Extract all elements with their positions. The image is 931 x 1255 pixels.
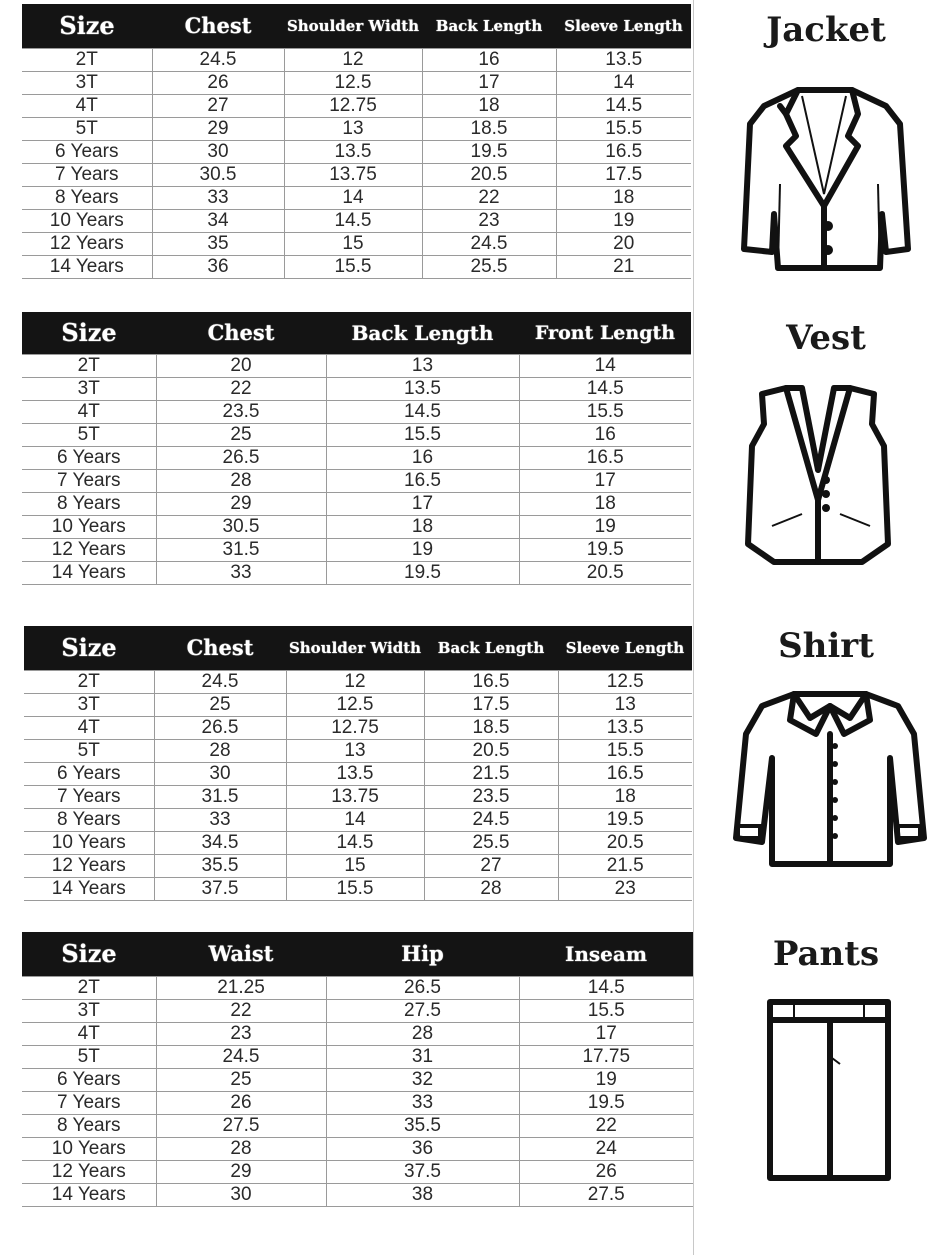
chest-cell: 35 [152, 232, 284, 255]
shoulder-width-cell: 13 [284, 117, 422, 140]
size-cell: 14 Years [22, 255, 152, 278]
jacket-title: Jacket [766, 10, 886, 50]
size-cell: 8 Years [24, 808, 154, 831]
header-chest: Chest [154, 626, 286, 670]
inseam-cell: 19 [519, 1068, 693, 1091]
sleeve-length-cell: 18 [558, 785, 692, 808]
table-header-row [22, 4, 691, 48]
back-length-cell: 16 [326, 446, 519, 469]
back-length-cell: 28 [424, 877, 558, 900]
size-cell: 2T [24, 670, 154, 693]
hip-cell: 33 [326, 1091, 519, 1114]
table-row [22, 1183, 693, 1206]
chest-cell: 30 [154, 762, 286, 785]
waist-cell: 21.25 [156, 976, 326, 999]
sleeve-length-cell: 16.5 [556, 140, 691, 163]
size-cell: 2T [22, 976, 156, 999]
shoulder-width-cell: 13.75 [286, 785, 424, 808]
size-cell: 12 Years [22, 1160, 156, 1183]
back-length-cell: 19 [326, 538, 519, 561]
header-hip: Hip [326, 932, 519, 976]
chest-cell: 28 [156, 469, 326, 492]
sleeve-length-cell: 18 [556, 186, 691, 209]
shoulder-width-cell: 12 [286, 670, 424, 693]
table-row [24, 716, 692, 739]
size-cell: 6 Years [22, 140, 152, 163]
shoulder-width-cell: 13 [286, 739, 424, 762]
table-row [22, 1160, 693, 1183]
table-row [22, 209, 691, 232]
back-length-cell: 23 [422, 209, 556, 232]
back-length-cell: 20.5 [424, 739, 558, 762]
header-front-length: Front Length [519, 312, 691, 354]
waist-cell: 28 [156, 1137, 326, 1160]
chest-cell: 31.5 [156, 538, 326, 561]
size-cell: 3T [24, 693, 154, 716]
shoulder-width-cell: 14.5 [286, 831, 424, 854]
table-row [22, 94, 691, 117]
table-row [22, 1137, 693, 1160]
chest-cell: 33 [152, 186, 284, 209]
shoulder-width-cell: 13.5 [286, 762, 424, 785]
size-cell: 4T [22, 1022, 156, 1045]
table-row [24, 854, 692, 877]
size-cell: 7 Years [22, 163, 152, 186]
table-row [22, 515, 691, 538]
chest-cell: 26.5 [156, 446, 326, 469]
size-cell: 6 Years [22, 1068, 156, 1091]
size-cell: 6 Years [24, 762, 154, 785]
shoulder-width-cell: 14.5 [284, 209, 422, 232]
chest-cell: 28 [154, 739, 286, 762]
inseam-cell: 19.5 [519, 1091, 693, 1114]
sleeve-length-cell: 21 [556, 255, 691, 278]
chest-cell: 30.5 [152, 163, 284, 186]
inseam-cell: 17 [519, 1022, 693, 1045]
sleeve-length-cell: 13.5 [556, 48, 691, 71]
inseam-cell: 22 [519, 1114, 693, 1137]
back-length-cell: 18.5 [422, 117, 556, 140]
inseam-cell: 27.5 [519, 1183, 693, 1206]
back-length-cell: 19.5 [422, 140, 556, 163]
size-cell: 10 Years [24, 831, 154, 854]
sleeve-length-cell: 16.5 [558, 762, 692, 785]
shoulder-width-cell: 15 [284, 232, 422, 255]
back-length-cell: 17 [422, 71, 556, 94]
size-cell: 3T [22, 71, 152, 94]
hip-cell: 28 [326, 1022, 519, 1045]
back-length-cell: 18 [326, 515, 519, 538]
back-length-cell: 23.5 [424, 785, 558, 808]
table-row [22, 1114, 693, 1137]
chest-cell: 33 [154, 808, 286, 831]
chest-cell: 26.5 [154, 716, 286, 739]
table-row [22, 117, 691, 140]
vest-title: Vest [786, 318, 866, 358]
back-length-cell: 25.5 [424, 831, 558, 854]
chest-cell: 27 [152, 94, 284, 117]
back-length-cell: 16.5 [326, 469, 519, 492]
sleeve-length-cell: 23 [558, 877, 692, 900]
table-header-row [22, 312, 691, 354]
chest-cell: 30 [152, 140, 284, 163]
chest-cell: 23.5 [156, 400, 326, 423]
size-cell: 5T [22, 1045, 156, 1068]
table-row [22, 71, 691, 94]
table-row [22, 1022, 693, 1045]
sleeve-length-cell: 12.5 [558, 670, 692, 693]
front-length-cell: 16.5 [519, 446, 691, 469]
inseam-cell: 15.5 [519, 999, 693, 1022]
pants-icon [766, 998, 892, 1182]
back-length-cell: 22 [422, 186, 556, 209]
table-row [22, 561, 691, 584]
front-length-cell: 17 [519, 469, 691, 492]
front-length-cell: 19 [519, 515, 691, 538]
size-cell: 5T [22, 117, 152, 140]
chest-cell: 34 [152, 209, 284, 232]
shoulder-width-cell: 13.5 [284, 140, 422, 163]
pants-title: Pants [772, 934, 880, 974]
shoulder-width-cell: 14 [286, 808, 424, 831]
chest-cell: 35.5 [154, 854, 286, 877]
size-cell: 4T [22, 94, 152, 117]
table-header-row [22, 932, 693, 976]
shirt-icon [732, 688, 928, 868]
table-row [22, 446, 691, 469]
jacket-size-table [22, 4, 691, 279]
shirt-title: Shirt [778, 626, 874, 666]
waist-cell: 30 [156, 1183, 326, 1206]
shoulder-width-cell: 12 [284, 48, 422, 71]
size-cell: 8 Years [22, 1114, 156, 1137]
chest-cell: 20 [156, 354, 326, 377]
table-row [24, 670, 692, 693]
table-row [24, 785, 692, 808]
back-length-cell: 13.5 [326, 377, 519, 400]
header-shoulder-width: Shoulder Width [286, 626, 424, 670]
back-length-cell: 17.5 [424, 693, 558, 716]
header-back-length: Back Length [422, 4, 556, 48]
table-row [24, 808, 692, 831]
vest-icon [744, 384, 892, 568]
header-shoulder-width: Shoulder Width [284, 4, 422, 48]
back-length-cell: 13 [326, 354, 519, 377]
waist-cell: 27.5 [156, 1114, 326, 1137]
table-row [22, 354, 691, 377]
size-cell: 14 Years [24, 877, 154, 900]
front-length-cell: 16 [519, 423, 691, 446]
size-cell: 12 Years [24, 854, 154, 877]
chest-cell: 31.5 [154, 785, 286, 808]
table-row [24, 739, 692, 762]
header-inseam: Inseam [519, 932, 693, 976]
chest-cell: 25 [154, 693, 286, 716]
table-row [24, 831, 692, 854]
back-length-cell: 24.5 [424, 808, 558, 831]
table-row [22, 163, 691, 186]
front-length-cell: 14.5 [519, 377, 691, 400]
hip-cell: 26.5 [326, 976, 519, 999]
header-sleeve-length: Sleeve Length [558, 626, 692, 670]
table-row [22, 999, 693, 1022]
back-length-cell: 17 [326, 492, 519, 515]
chest-cell: 24.5 [154, 670, 286, 693]
header-size: Size [22, 312, 156, 354]
hip-cell: 37.5 [326, 1160, 519, 1183]
back-length-cell: 19.5 [326, 561, 519, 584]
shoulder-width-cell: 13.75 [284, 163, 422, 186]
waist-cell: 29 [156, 1160, 326, 1183]
table-row [22, 186, 691, 209]
hip-cell: 27.5 [326, 999, 519, 1022]
sleeve-length-cell: 20.5 [558, 831, 692, 854]
size-cell: 4T [24, 716, 154, 739]
size-cell: 4T [22, 400, 156, 423]
back-length-cell: 24.5 [422, 232, 556, 255]
size-cell: 10 Years [22, 209, 152, 232]
sleeve-length-cell: 14.5 [556, 94, 691, 117]
size-cell: 5T [24, 739, 154, 762]
size-cell: 12 Years [22, 232, 152, 255]
pants-size-table [22, 932, 693, 1207]
waist-cell: 22 [156, 999, 326, 1022]
shoulder-width-cell: 14 [284, 186, 422, 209]
chest-cell: 25 [156, 423, 326, 446]
back-length-cell: 16.5 [424, 670, 558, 693]
size-cell: 8 Years [22, 186, 152, 209]
back-length-cell: 16 [422, 48, 556, 71]
table-row [22, 976, 693, 999]
chest-cell: 29 [152, 117, 284, 140]
size-cell: 14 Years [22, 1183, 156, 1206]
shirt-size-table [24, 626, 692, 901]
table-row [22, 538, 691, 561]
jacket-icon [740, 84, 912, 272]
back-length-cell: 14.5 [326, 400, 519, 423]
inseam-cell: 17.75 [519, 1045, 693, 1068]
shoulder-width-cell: 12.5 [284, 71, 422, 94]
chest-cell: 34.5 [154, 831, 286, 854]
inseam-cell: 24 [519, 1137, 693, 1160]
size-cell: 8 Years [22, 492, 156, 515]
chest-cell: 24.5 [152, 48, 284, 71]
size-cell: 7 Years [22, 1091, 156, 1114]
hip-cell: 35.5 [326, 1114, 519, 1137]
front-length-cell: 14 [519, 354, 691, 377]
shoulder-width-cell: 15.5 [284, 255, 422, 278]
header-size: Size [24, 626, 154, 670]
table-row [24, 762, 692, 785]
column-divider [693, 0, 694, 1255]
hip-cell: 31 [326, 1045, 519, 1068]
header-chest: Chest [152, 4, 284, 48]
sleeve-length-cell: 13 [558, 693, 692, 716]
size-cell: 3T [22, 377, 156, 400]
table-row [22, 492, 691, 515]
front-length-cell: 20.5 [519, 561, 691, 584]
hip-cell: 32 [326, 1068, 519, 1091]
chest-cell: 22 [156, 377, 326, 400]
sleeve-length-cell: 15.5 [556, 117, 691, 140]
waist-cell: 24.5 [156, 1045, 326, 1068]
shoulder-width-cell: 12.5 [286, 693, 424, 716]
size-cell: 5T [22, 423, 156, 446]
table-row [22, 140, 691, 163]
chest-cell: 26 [152, 71, 284, 94]
header-chest: Chest [156, 312, 326, 354]
shoulder-width-cell: 15 [286, 854, 424, 877]
table-row [24, 693, 692, 716]
size-cell: 14 Years [22, 561, 156, 584]
front-length-cell: 15.5 [519, 400, 691, 423]
header-back-length: Back Length [326, 312, 519, 354]
header-size: Size [22, 932, 156, 976]
table-row [22, 423, 691, 446]
shoulder-width-cell: 15.5 [286, 877, 424, 900]
waist-cell: 26 [156, 1091, 326, 1114]
table-row [22, 1045, 693, 1068]
size-cell: 10 Years [22, 515, 156, 538]
inseam-cell: 14.5 [519, 976, 693, 999]
sleeve-length-cell: 17.5 [556, 163, 691, 186]
size-cell: 2T [22, 354, 156, 377]
sleeve-length-cell: 14 [556, 71, 691, 94]
back-length-cell: 20.5 [422, 163, 556, 186]
header-size: Size [22, 4, 152, 48]
sleeve-length-cell: 19 [556, 209, 691, 232]
chest-cell: 29 [156, 492, 326, 515]
vest-size-table [22, 312, 691, 585]
size-cell: 12 Years [22, 538, 156, 561]
hip-cell: 36 [326, 1137, 519, 1160]
sleeve-length-cell: 19.5 [558, 808, 692, 831]
chest-cell: 37.5 [154, 877, 286, 900]
shoulder-width-cell: 12.75 [286, 716, 424, 739]
sleeve-length-cell: 21.5 [558, 854, 692, 877]
table-row [22, 469, 691, 492]
back-length-cell: 27 [424, 854, 558, 877]
table-row [22, 1068, 693, 1091]
table-row [24, 877, 692, 900]
shoulder-width-cell: 12.75 [284, 94, 422, 117]
back-length-cell: 25.5 [422, 255, 556, 278]
sleeve-length-cell: 13.5 [558, 716, 692, 739]
size-cell: 2T [22, 48, 152, 71]
back-length-cell: 18.5 [424, 716, 558, 739]
back-length-cell: 21.5 [424, 762, 558, 785]
sleeve-length-cell: 20 [556, 232, 691, 255]
size-cell: 7 Years [22, 469, 156, 492]
waist-cell: 23 [156, 1022, 326, 1045]
table-row [22, 400, 691, 423]
header-sleeve-length: Sleeve Length [556, 4, 691, 48]
chest-cell: 36 [152, 255, 284, 278]
table-row [22, 255, 691, 278]
header-waist: Waist [156, 932, 326, 976]
waist-cell: 25 [156, 1068, 326, 1091]
size-cell: 10 Years [22, 1137, 156, 1160]
back-length-cell: 18 [422, 94, 556, 117]
header-back-length: Back Length [424, 626, 558, 670]
sleeve-length-cell: 15.5 [558, 739, 692, 762]
table-header-row [24, 626, 692, 670]
table-row [22, 232, 691, 255]
inseam-cell: 26 [519, 1160, 693, 1183]
back-length-cell: 15.5 [326, 423, 519, 446]
hip-cell: 38 [326, 1183, 519, 1206]
chest-cell: 30.5 [156, 515, 326, 538]
table-row [22, 48, 691, 71]
chest-cell: 33 [156, 561, 326, 584]
size-cell: 6 Years [22, 446, 156, 469]
front-length-cell: 19.5 [519, 538, 691, 561]
table-row [22, 377, 691, 400]
table-row [22, 1091, 693, 1114]
front-length-cell: 18 [519, 492, 691, 515]
size-cell: 7 Years [24, 785, 154, 808]
size-cell: 3T [22, 999, 156, 1022]
